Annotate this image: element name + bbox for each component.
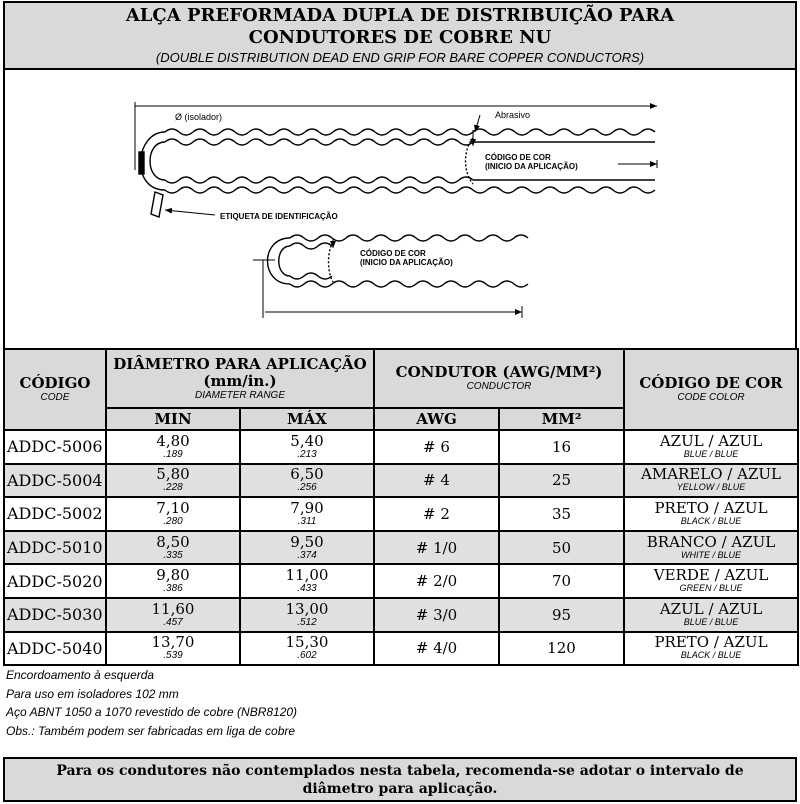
- cell-max: [240, 430, 374, 464]
- cell-max: [240, 632, 374, 666]
- large-grip: [139, 129, 655, 217]
- tag-label: ETIQUETA DE IDENTIFICAÇÃO: [220, 212, 338, 221]
- cell-color: [624, 632, 798, 666]
- header-color-en: CODE COLOR: [677, 392, 745, 403]
- color-code-label-2b: (INICIO DA APLICAÇÃO): [360, 258, 453, 267]
- color-pt: BRANCO / AZUL: [646, 532, 776, 551]
- color-en: WHITE / BLUE: [680, 549, 741, 560]
- cell-color: [624, 430, 798, 464]
- cell-mm2: 120: [499, 632, 624, 666]
- cell-awg: # 4: [374, 464, 499, 498]
- color-code-label-2: CÓDIGO DE COR: [360, 249, 426, 258]
- max-mm: 15,30: [285, 633, 329, 652]
- max-mm: 9,50: [290, 532, 324, 551]
- cell-color: [624, 497, 798, 531]
- min-mm: 7,10: [156, 498, 190, 517]
- max-in: .602: [297, 650, 317, 662]
- cell-code: ADDC-5004: [4, 464, 106, 498]
- max-in: .311: [297, 515, 317, 527]
- cell-min: [106, 464, 240, 498]
- footer-note: [3, 757, 797, 802]
- header-diameter: [106, 349, 374, 408]
- header-diameter-label: DIÂMETRO PARA APLICAÇÃO (mm/in.): [113, 354, 367, 390]
- cell-min: [106, 632, 240, 666]
- table-row: [4, 464, 798, 498]
- grip-drawing-svg: [5, 70, 795, 348]
- cell-code: ADDC-5002: [4, 497, 106, 531]
- cell-awg: # 2/0: [374, 564, 499, 598]
- note-stranding: Encordoamento à esquerda: [6, 668, 155, 682]
- min-mm: 11,60: [151, 599, 195, 618]
- header-max: MÁX: [240, 408, 374, 430]
- header-color-label: CÓDIGO DE COR: [639, 374, 783, 392]
- min-in: .539: [163, 650, 183, 662]
- note-observation: Obs.: Também podem ser fabricadas em liga de cobre: [6, 723, 296, 738]
- cell-min: [106, 497, 240, 531]
- cell-max: [240, 598, 374, 632]
- min-mm: 8,50: [156, 532, 190, 551]
- cell-code: ADDC-5006: [4, 430, 106, 464]
- table-row: [4, 497, 798, 531]
- cell-min: [106, 564, 240, 598]
- cell-awg: # 6: [374, 430, 499, 464]
- cell-max: [240, 497, 374, 531]
- spec-table: [3, 348, 799, 666]
- min-in: .386: [163, 583, 183, 595]
- max-mm: 13,00: [285, 599, 329, 618]
- color-pt: AZUL / AZUL: [659, 431, 763, 450]
- min-mm: 9,80: [156, 566, 190, 585]
- max-in: .512: [297, 616, 317, 628]
- color-en: GREEN / BLUE: [679, 583, 743, 594]
- table-row: [4, 531, 798, 565]
- header-color: [624, 349, 798, 430]
- color-en: BLACK / BLUE: [680, 650, 742, 661]
- header-awg: AWG: [374, 408, 499, 430]
- header-min: MIN: [106, 408, 240, 430]
- min-mm: 5,80: [156, 465, 190, 484]
- color-code-label-1b: (INICIO DA APLICAÇÃO): [485, 162, 578, 171]
- cell-awg: # 3/0: [374, 598, 499, 632]
- cell-code: ADDC-5040: [4, 632, 106, 666]
- color-code-label-1: CÓDIGO DE COR: [485, 153, 551, 162]
- notes: [6, 666, 297, 740]
- cell-awg: # 2: [374, 497, 499, 531]
- cell-min: [106, 531, 240, 565]
- cell-mm2: 16: [499, 430, 624, 464]
- table-row: [4, 564, 798, 598]
- min-in: .228: [163, 482, 183, 494]
- cell-code: ADDC-5030: [4, 598, 106, 632]
- cell-mm2: 35: [499, 497, 624, 531]
- cell-color: [624, 598, 798, 632]
- header-code-label: CÓDIGO: [19, 374, 91, 392]
- min-in: .457: [163, 616, 183, 628]
- note-material: Aço ABNT 1050 a 1070 revestido de cobre (NBR8120): [6, 705, 298, 719]
- cell-color: [624, 531, 798, 565]
- max-mm: 7,90: [290, 498, 324, 517]
- cell-max: [240, 531, 374, 565]
- min-in: .189: [163, 448, 183, 460]
- cell-color: [624, 464, 798, 498]
- cell-min: [106, 430, 240, 464]
- cell-code: ADDC-5020: [4, 564, 106, 598]
- diameter-label: Ø (isolador): [175, 112, 223, 122]
- header-diameter-en: DIAMETER RANGE: [194, 389, 285, 401]
- min-mm: 4,80: [156, 431, 190, 450]
- table-row: [4, 632, 798, 666]
- header-mm2: MM²: [499, 408, 624, 430]
- min-in: .280: [163, 515, 183, 527]
- cell-mm2: 25: [499, 464, 624, 498]
- color-pt: VERDE / AZUL: [653, 566, 769, 585]
- footer-text: Para os condutores não contemplados nesta tabela, recomenda-se adotar o intervalo de diâmetro para aplicação.: [56, 763, 744, 797]
- header-conductor-label: CONDUTOR (AWG/MM²): [395, 363, 603, 381]
- color-pt: AMARELO / AZUL: [641, 465, 781, 484]
- header-code-en: CODE: [40, 392, 70, 403]
- max-in: .374: [297, 549, 317, 561]
- cell-mm2: 50: [499, 531, 624, 565]
- color-en: BLUE / BLUE: [683, 448, 739, 459]
- table-row: [4, 598, 798, 632]
- max-mm: 11,00: [285, 566, 329, 585]
- cell-max: [240, 564, 374, 598]
- cell-awg: # 1/0: [374, 531, 499, 565]
- abrasive-label: Abrasivo: [495, 110, 531, 120]
- technical-drawing: [3, 68, 797, 350]
- header-code: [4, 349, 106, 430]
- color-en: BLACK / BLUE: [680, 515, 742, 526]
- min-in: .335: [163, 549, 183, 561]
- min-mm: 13,70: [151, 633, 195, 652]
- cell-max: [240, 464, 374, 498]
- color-en: BLUE / BLUE: [683, 616, 739, 627]
- note-insulator: Para uso em isoladores 102 mm: [6, 686, 179, 701]
- color-pt: PRETO / AZUL: [654, 633, 768, 652]
- title-box: [3, 1, 797, 70]
- cell-mm2: 95: [499, 598, 624, 632]
- cell-code: ADDC-5010: [4, 531, 106, 565]
- cell-color: [624, 564, 798, 598]
- max-mm: 6,50: [290, 465, 324, 484]
- max-mm: 5,40: [290, 431, 324, 450]
- header-conductor: [374, 349, 624, 408]
- cell-mm2: 70: [499, 564, 624, 598]
- header-conductor-en: CONDUCTOR: [466, 381, 532, 392]
- table-row: [4, 430, 798, 464]
- document-title: ALÇA PREFORMADA DUPLA DE DISTRIBUIÇÃO PARA CONDUTORES DE COBRE NU: [125, 5, 675, 48]
- color-pt: AZUL / AZUL: [659, 599, 763, 618]
- document-subtitle: (DOUBLE DISTRIBUTION DEAD END GRIP FOR BARE COPPER CONDUCTORS): [155, 50, 645, 65]
- cell-min: [106, 598, 240, 632]
- color-en: YELLOW / BLUE: [676, 482, 746, 493]
- max-in: .213: [297, 448, 317, 460]
- color-pt: PRETO / AZUL: [654, 498, 768, 517]
- max-in: .256: [297, 482, 317, 494]
- cell-awg: # 4/0: [374, 632, 499, 666]
- max-in: .433: [297, 583, 317, 595]
